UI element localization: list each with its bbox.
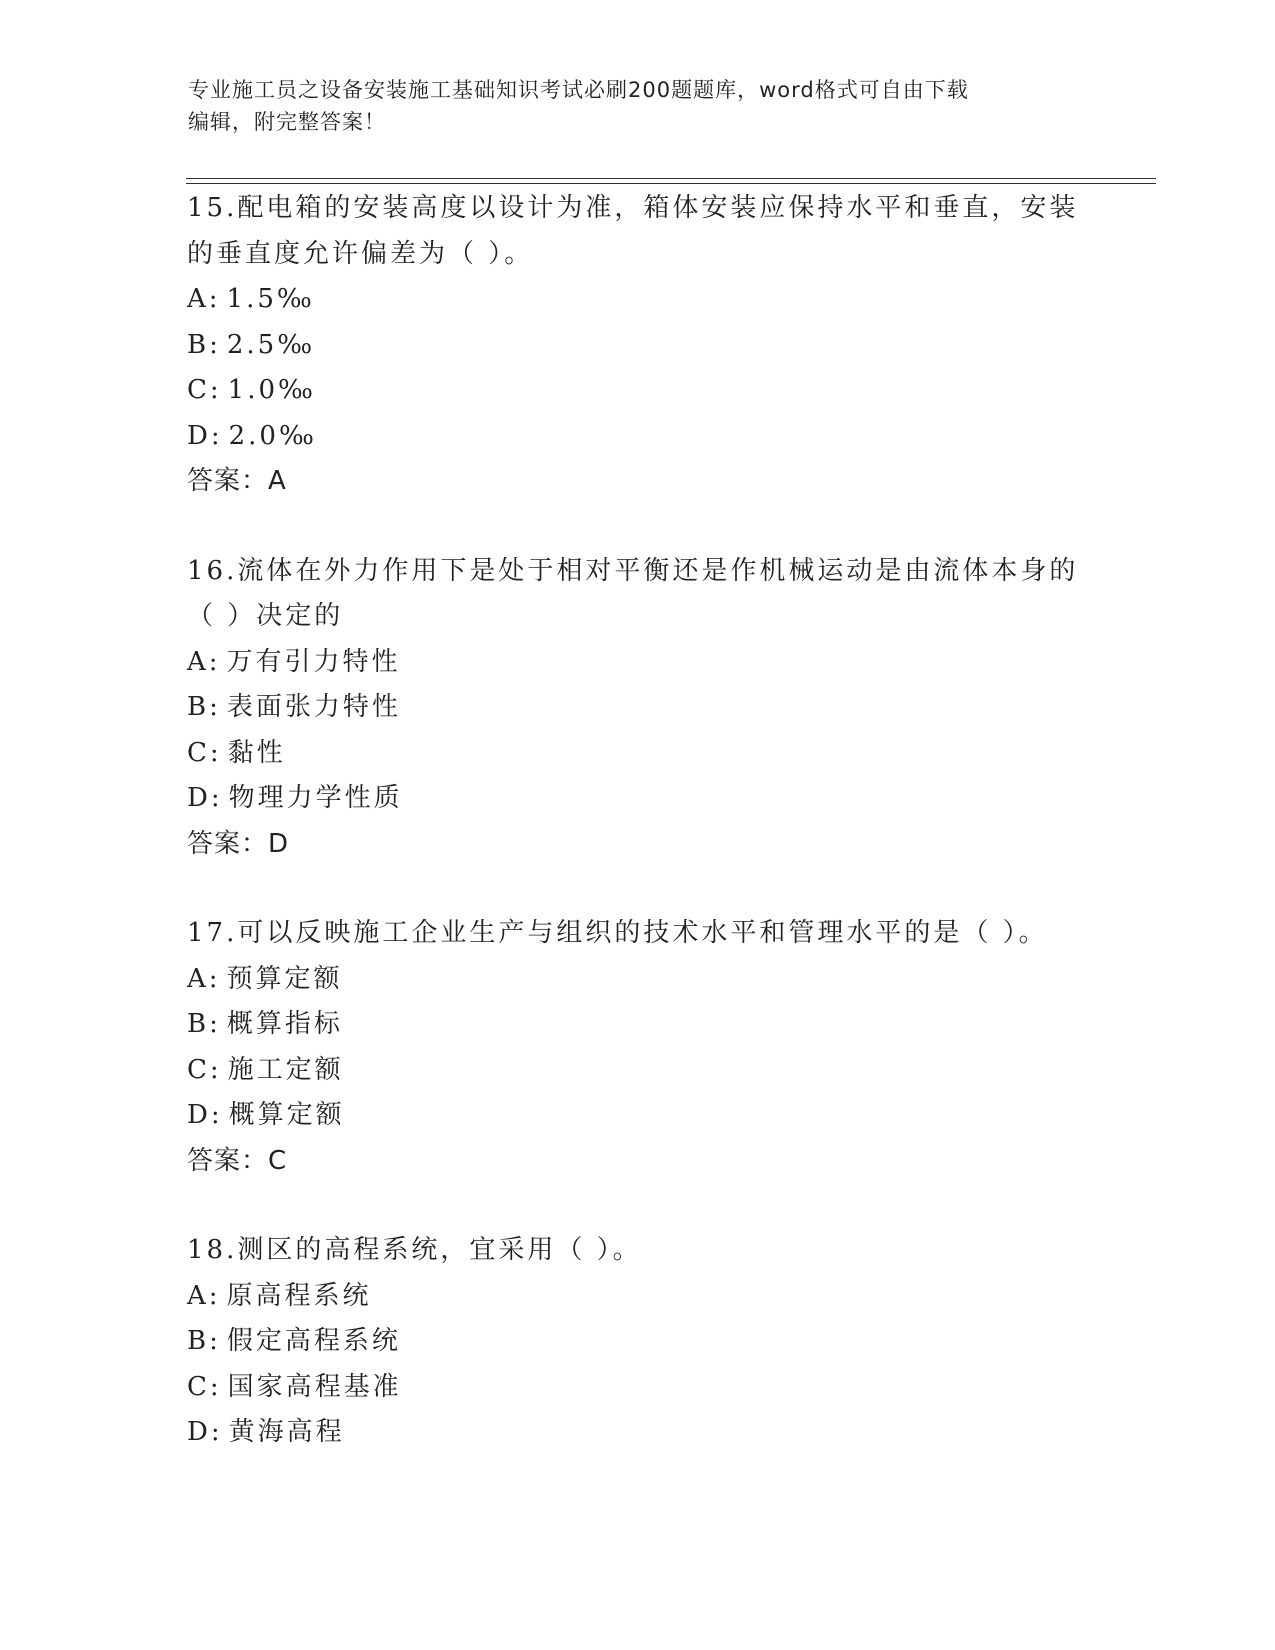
option-text: 假定高程系统: [226, 1326, 401, 1356]
option-text: 概算指标: [226, 1009, 343, 1039]
option-b: [187, 1319, 1087, 1365]
question-list: [187, 186, 1087, 1500]
option-b: [187, 685, 1087, 731]
option-c: [187, 368, 1087, 414]
option-letter: A:: [187, 284, 221, 314]
question-stem-line-1: 15.配电箱的安装高度以设计为准，箱体安装应保持水平和垂直，安装: [187, 193, 1079, 223]
option-letter: B:: [187, 1326, 221, 1356]
question-stem-line-1: 18.测区的高程系统，宜采用（ ）。: [187, 1235, 642, 1265]
option-a: [187, 640, 1087, 686]
option-letter: C:: [187, 737, 222, 768]
question-18: [187, 1228, 1087, 1456]
header-line-2: 编辑，附完整答案！: [188, 110, 386, 134]
option-text: 1.0‰: [227, 375, 316, 405]
option-a: [187, 957, 1087, 1003]
option-b: [187, 1002, 1087, 1048]
option-letter: A:: [187, 1280, 221, 1311]
option-text: 预算定额: [226, 963, 343, 994]
option-text: 国家高程基准: [227, 1371, 402, 1402]
question-15: [187, 186, 1087, 505]
question-16: [187, 549, 1087, 868]
answer-line: 答案：D: [187, 828, 290, 859]
option-c: [187, 1365, 1087, 1411]
option-text: 原高程系统: [226, 1280, 372, 1311]
question-17: [187, 911, 1087, 1184]
option-d: [187, 1093, 1087, 1139]
document-header: [188, 74, 1088, 138]
option-d: [187, 1410, 1087, 1456]
question-stem-line-2: 的垂直度允许偏差为（ ）。: [187, 238, 534, 269]
header-line-1: 专业施工员之设备安装施工基础知识考试必刷200题题库，word格式可自由下载: [188, 78, 969, 102]
option-c: [187, 1048, 1087, 1094]
option-a: [187, 1274, 1087, 1320]
option-text: 2.5‰: [226, 329, 316, 360]
question-stem-line-1: 17.可以反映施工企业生产与组织的技术水平和管理水平的是（ ）。: [187, 918, 1048, 948]
option-letter: C:: [187, 375, 222, 405]
option-text: 黄海高程: [228, 1417, 345, 1447]
option-letter: B:: [187, 1009, 221, 1039]
option-text: 施工定额: [227, 1054, 344, 1085]
option-d: [187, 776, 1087, 822]
option-letter: D:: [187, 783, 223, 813]
option-text: 表面张力特性: [226, 692, 401, 722]
option-letter: C:: [187, 1054, 222, 1085]
option-letter: A:: [187, 963, 221, 994]
option-d: [187, 414, 1087, 460]
header-divider-top: [186, 178, 1156, 179]
option-letter: D:: [187, 1100, 223, 1130]
question-stem-line-1: 16.流体在外力作用下是处于相对平衡还是作机械运动是由流体本身的: [187, 555, 1079, 586]
option-letter: C:: [187, 1371, 222, 1402]
answer-line: 答案：A: [187, 466, 287, 496]
answer-line: 答案：C: [187, 1145, 288, 1176]
option-letter: B:: [187, 329, 221, 360]
option-letter: A:: [187, 646, 221, 677]
option-c: [187, 731, 1087, 777]
option-text: 概算定额: [228, 1100, 345, 1130]
option-letter: B:: [187, 692, 221, 722]
option-letter: D:: [187, 420, 223, 451]
option-text: 黏性: [227, 737, 286, 768]
option-b: [187, 323, 1087, 369]
header-divider-bottom: [186, 183, 1156, 184]
option-text: 2.0‰: [228, 420, 317, 451]
question-stem-line-2: （ ）决定的: [187, 601, 344, 631]
option-text: 1.5‰: [226, 284, 315, 314]
option-a: [187, 277, 1087, 323]
option-text: 万有引力特性: [226, 646, 401, 677]
option-letter: D:: [187, 1417, 223, 1447]
option-text: 物理力学性质: [228, 783, 403, 813]
